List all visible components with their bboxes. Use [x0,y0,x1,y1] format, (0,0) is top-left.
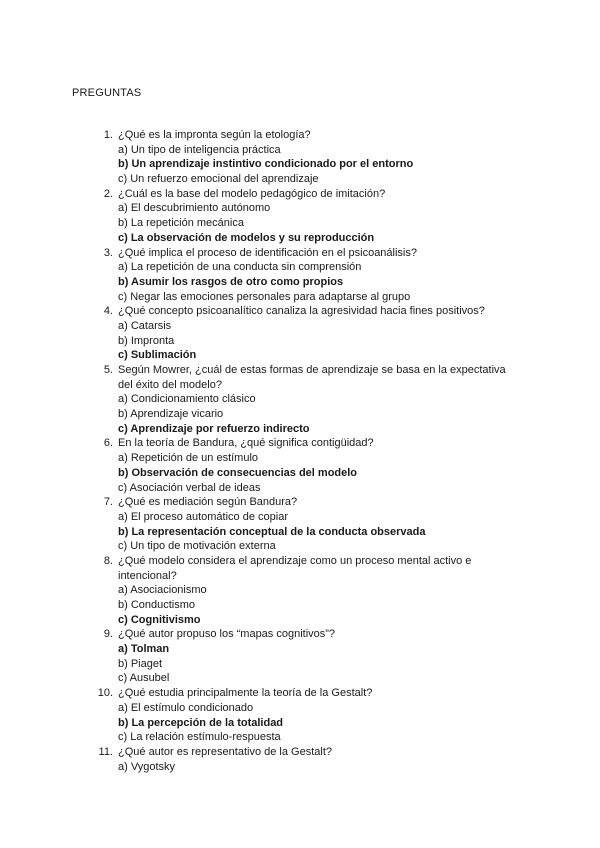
correct-answer-option: c) La observación de modelos y su reproducción [118,231,375,244]
answer-option: a) Repetición de un estímulo [118,452,259,465]
question-line [0,554,600,569]
question-text: En la teoría de Bandura, ¿qué significa contigüidad? [118,437,374,450]
answer-option: b) Impronta [118,334,175,347]
question-item [0,187,600,246]
question-item [0,246,600,305]
question-item [0,686,600,745]
question-text: ¿Qué modelo considera el aprendizaje como un proceso mental activo e [118,554,472,567]
question-item [0,745,600,774]
question-line [0,363,600,378]
question-item [0,363,600,436]
answer-option: c) Asociación verbal de ideas [118,481,261,494]
correct-answer-option: b) Observación de consecuencias del modelo [118,466,358,479]
correct-answer-option: c) Cognitivismo [118,613,201,626]
question-number: 2. [103,187,113,200]
question-text: ¿Qué implica el proceso de identificación en el psicoanálisis? [118,246,417,259]
question-line [0,569,600,584]
question-item [0,436,600,495]
question-line [0,187,600,202]
answer-option: c) Ausubel [118,672,170,685]
question-number: 4. [103,305,113,318]
question-text: ¿Qué estudia principalmente la teoría de la Gestalt? [118,687,373,700]
question-text: ¿Qué es mediación según Bandura? [118,496,298,509]
page-title: PREGUNTAS [72,87,142,99]
correct-answer-option: c) Aprendizaje por refuerzo indirecto [118,422,310,435]
correct-answer-option: a) Tolman [118,643,170,656]
question-text: intencional? [118,569,177,582]
question-line [0,304,600,319]
question-line [0,627,600,642]
question-item [0,304,600,363]
answer-option: b) Piaget [118,657,163,670]
question-line [0,495,600,510]
question-text: Según Mowrer, ¿cuál de estas formas de aprendizaje se basa en la expectativa [118,364,506,376]
question-text: del éxito del modelo? [118,378,222,391]
correct-answer-option: b) Un aprendizaje instintivo condicionado por el entorno [118,158,414,171]
question-item [0,554,600,627]
answer-option: a) Vygotsky [118,760,176,773]
answer-option: c) Un refuerzo emocional del aprendizaje [118,173,319,186]
answer-option: c) Negar las emociones personales para adaptarse al grupo [118,290,411,303]
question-text: ¿Qué es la impronta según la etología? [118,129,311,141]
question-line [0,686,600,701]
question-number: 8. [103,554,113,567]
answer-option: a) La repetición de una conducta sin comprensión [118,261,362,274]
correct-answer-option: c) Sublimación [118,349,197,362]
question-number: 9. [103,628,113,641]
question-line [0,128,600,143]
correct-answer-option: b) Asumir los rasgos de otro como propios [118,275,344,288]
question-line [0,246,600,261]
question-number: 3. [103,246,113,259]
question-item [0,128,600,187]
question-number: 6. [103,437,113,450]
correct-answer-option: b) La percepción de la totalidad [118,716,284,729]
question-line [0,745,600,760]
question-item [0,495,600,554]
correct-answer-option: b) La representación conceptual de la conducta observada [118,525,426,538]
question-text: ¿Qué autor es representativo de la Gestalt? [118,745,333,758]
answer-option: c) Un tipo de motivación externa [118,540,276,553]
question-number: 7. [103,496,113,509]
answer-option: a) El estímulo condicionado [118,701,254,714]
answer-option: a) Un tipo de inteligencia práctica [118,143,281,156]
question-line [0,378,600,393]
answer-option: a) El descubrimiento autónomo [118,202,271,215]
question-number: 1. [103,129,113,141]
answer-option: b) Aprendizaje vicario [118,408,224,421]
answer-option: a) Condicionamiento clásico [118,393,256,406]
question-list [0,128,600,774]
answer-option: c) La relación estímulo-respuesta [118,731,281,744]
answer-option: b) La repetición mecánica [118,217,244,230]
question-number: 11. [98,745,113,758]
answer-option: a) Asociacionismo [118,584,207,597]
answer-option: b) Conductismo [118,599,196,611]
question-line [0,436,600,451]
question-item [0,627,600,686]
question-text: ¿Cuál es la base del modelo pedagógico de imitación? [118,187,386,200]
question-text: ¿Qué autor propuso los “mapas cognitivos”? [118,628,336,641]
question-number: 5. [103,364,113,376]
question-text: ¿Qué concepto psicoanalítico canaliza la agresividad hacia fines positivos? [118,305,485,318]
question-number: 10. [97,687,113,700]
answer-option: a) Catarsis [118,319,172,332]
answer-option: a) El proceso automático de copiar [118,510,288,523]
